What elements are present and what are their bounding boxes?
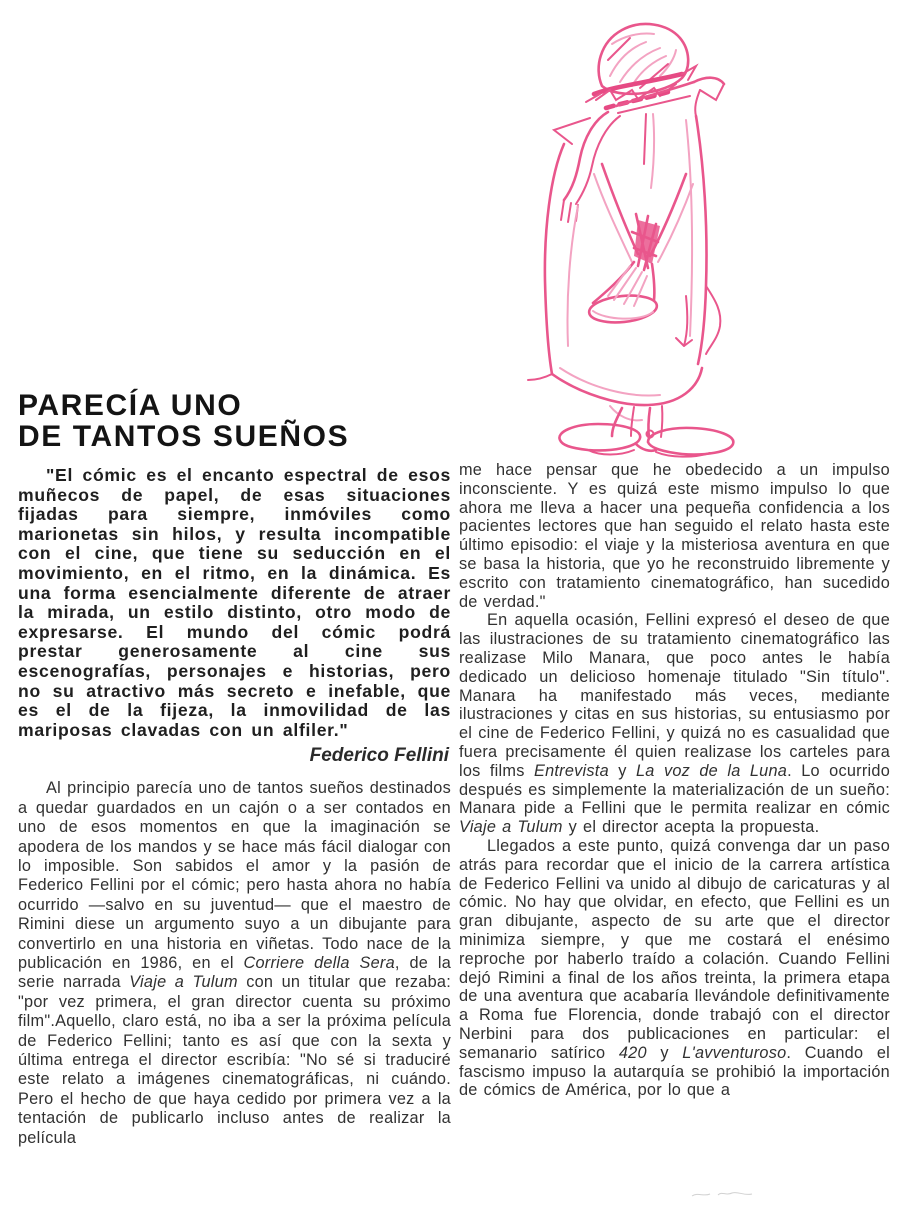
page-title-line-1: PARECÍA UNO [18,389,243,422]
quote-attribution: Federico Fellini [309,745,449,767]
scan-smudge-mark [688,1188,758,1200]
body-paragraph: Al principio parecía uno de tantos sueños destinados a quedar guardados en un cajón o a ser contados en uno de esos momentos en que la imaginación se apodera de los mandos y se hace más fácil dialogar con lo imposible. Son sabidos el amor y la pasión de Federico Fellini por el cómic; pero hasta ahora no había ocurrido —salvo en su juventud— que el maestro de Rimini diese un argumento suyo a un dibujante para convertirlo en una historia en viñetas. Todo nace de la publicación en 1986, en el Corriere della Sera, de la serie narrada Viaje a Tulum con un titular que rezaba: "por vez primera, el gran director cuenta su próximo film".Aquello, claro está, no iba a ser la próxima película de Federico Fellini; tanto es así que con la sexta y última entrega el director escribía: "No sé si traduciré este relato a imágenes cinematográficas, ni cuándo. Pero el hecho de que haya cedido por primera vez a la tentación de publicarlo incluso antes de realizar la película [18,779,451,1147]
right-column [459,461,890,1100]
page-title-line-2: DE TANTOS SUEÑOS [18,420,350,453]
fellini-pull-quote: "El cómic es el encanto espectral de esos muñecos de papel, de esas situaciones fijadas para siempre, inmóviles como marionetas sin hilos, y resulta incompatible con el cine, que tiene su seducción en el movimiento, en el ritmo, en la dinámica. Es una forma esencialmente diferente de atraer la mirada, un estilo distinto, otro modo de expresarse. El mundo del cómic podrá prestar generosamente al cine sus escenografías, personajes e historias, pero no su atractivo más secreto e inefable, que es el de la fijeza, la inmovilidad de las mariposas clavadas con un alfiler." [18,465,451,740]
body-paragraph: En aquella ocasión, Fellini expresó el deseo de que las ilustraciones de su tratamiento cinematográfico las realizase Milo Manara, que poco antes le había dedicado un delicioso homenaje titulado "Sin título". Manara ha manifestado más veces, mediante ilustraciones y citas en sus historias, su entusiasmo por el cine de Federico Fellini, y quizá no es casualidad que fuera precisamente él quien realizase los carteles para los films Entrevista y La voz de la Luna. Lo ocurrido después es simplemente la materialización de un sueño: Manara pide a Fellini que le permita realizar en cómic Viaje a Tulum y el director acepta la propuesta. [459,611,890,837]
page-title [18,390,349,452]
body-paragraph: me hace pensar que he obedecido a un impulso inconsciente. Y es quizá este mismo impulso lo que ahora me lleva a hacer una pequeña confidencia a los pacientes lectores que han seguido el relato hasta este último episodio: el viaje y la misteriosa aventura en que se basa la historia, que yo he reconstruido libremente y escrito con tratamiento cinematográfico, han sucedido de verdad." [459,461,890,611]
fellini-figure-sketch-illustration [490,16,800,466]
body-paragraph: Llegados a este punto, quizá convenga dar un paso atrás para recordar que el inicio de la carrera artística de Federico Fellini va unido al dibujo de caricaturas y al cómic. No hay que olvidar, en efecto, que Fellini es un gran dibujante, aspecto de su arte que el director minimiza siempre, y que me costará el enésimo reproche por haberlo traído a colación. Cuando Fellini dejó Rimini a final de los años treinta, la primera etapa de una aventura que acabaría llevándole definitivamente a Roma fue Florencia, donde trabajó con el director Nerbini para dos publicaciones en particular: el semanario satírico 420 y L'avventuroso. Cuando el fascismo impuso la autarquía se prohibió la importación de cómics de América, por lo que a [459,836,890,1100]
left-column [18,466,451,1148]
